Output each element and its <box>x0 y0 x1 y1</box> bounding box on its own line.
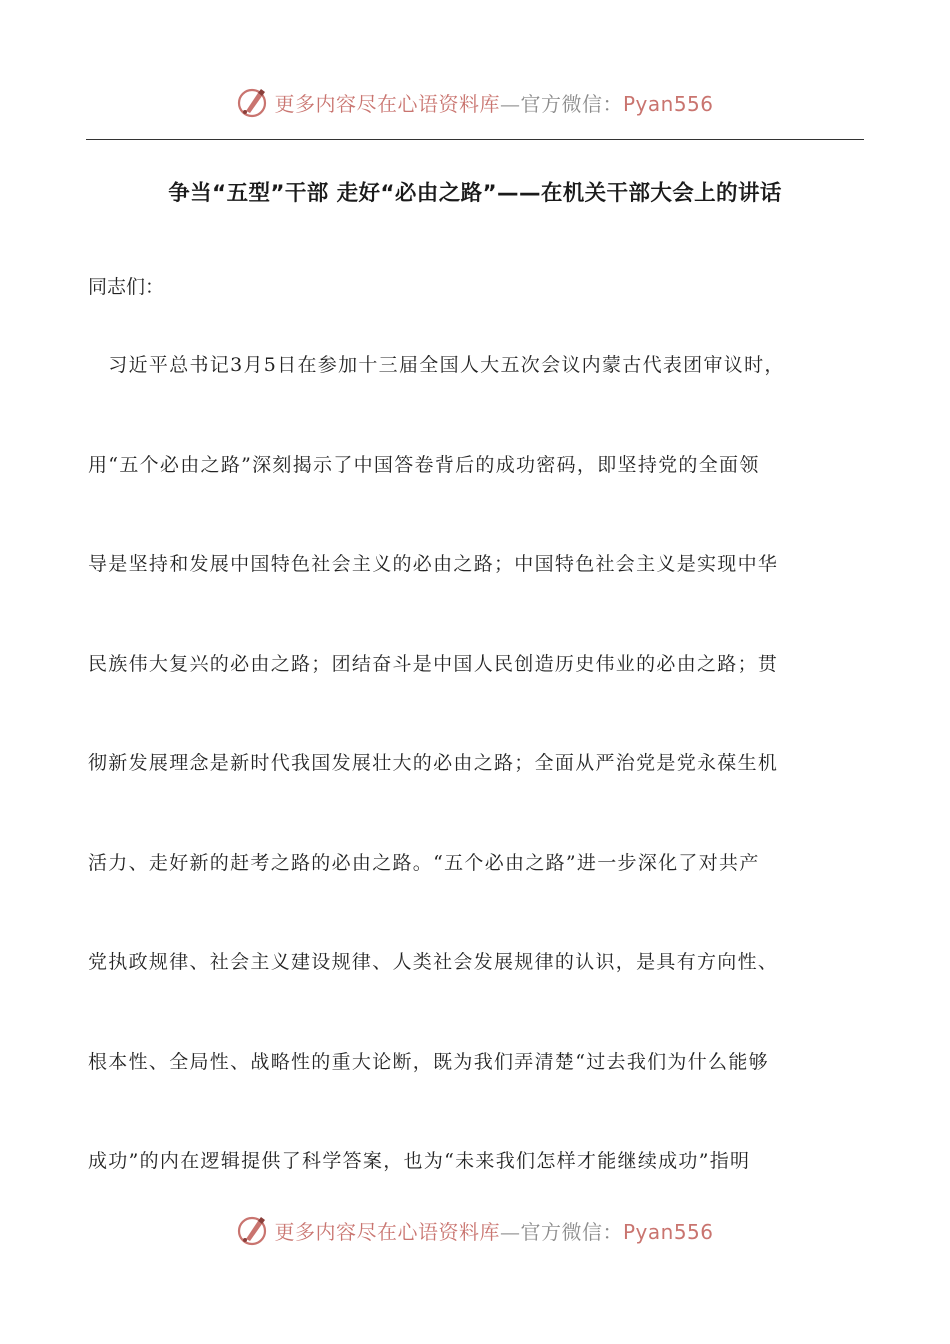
body-line: 民族伟大复兴的必由之路；团结奋斗是中国人民创造历史伟业的必由之路；贯 <box>88 653 779 675</box>
pen-nib-logo-icon <box>236 85 270 119</box>
brand-label: 官方微信： <box>520 91 623 116</box>
header-brand-bar <box>0 80 950 124</box>
body-line: 活力、走好新的赶考之路的必由之路。“五个必由之路”进一步深化了对共产 <box>88 852 760 874</box>
body-line: 彻新发展理念是新时代我国发展壮大的必由之路；全面从严治党是党永葆生机 <box>88 752 779 774</box>
brand-separator: — <box>499 1219 521 1244</box>
body-line: 习近平总书记3月5日在参加十三届全国人大五次会议内蒙古代表团审议时， <box>88 354 785 376</box>
brand-text <box>274 88 713 117</box>
body-line: 成功”的内在逻辑提供了科学答案，也为“未来我们怎样才能继续成功”指明 <box>88 1150 751 1172</box>
salutation: 同志们： <box>88 276 165 298</box>
brand-wechat-id: Pyan556 <box>622 91 714 116</box>
brand-wechat-id: Pyan556 <box>622 1219 714 1244</box>
brand-separator: — <box>499 91 521 116</box>
body-line: 党执政规律、社会主义建设规律、人类社会发展规律的认识，是具有方向性、 <box>88 951 779 973</box>
footer-brand-bar <box>0 1208 950 1252</box>
body-line: 用“五个必由之路”深刻揭示了中国答卷背后的成功密码，即坚持党的全面领 <box>88 454 760 476</box>
body-line: 根本性、全局性、战略性的重大论断，既为我们弄清楚“过去我们为什么能够 <box>88 1051 769 1073</box>
brand-site: 更多内容尽在心语资料库 <box>274 91 500 116</box>
body-line: 导是坚持和发展中国特色社会主义的必由之路；中国特色社会主义是实现中华 <box>88 553 779 575</box>
header-divider <box>86 139 864 140</box>
pen-nib-logo-icon <box>236 1213 270 1247</box>
brand-text <box>274 1216 713 1245</box>
document-title: 争当“五型”干部 走好“必由之路”——在机关干部大会上的讲话 <box>168 181 782 206</box>
brand-site: 更多内容尽在心语资料库 <box>274 1219 500 1244</box>
brand-label: 官方微信： <box>520 1219 623 1244</box>
